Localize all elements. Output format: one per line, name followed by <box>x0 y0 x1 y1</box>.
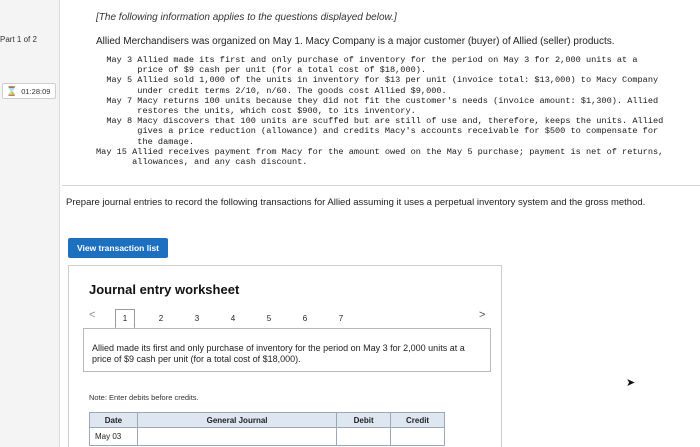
page-tab-5[interactable]: 5 <box>266 313 272 323</box>
page-tab-3[interactable]: 3 <box>194 313 200 323</box>
next-arrow-icon[interactable]: > <box>479 309 486 321</box>
timer <box>2 83 56 99</box>
journal-worksheet <box>68 265 502 447</box>
entry-note: Note: Enter debits before credits. <box>89 393 199 402</box>
page-tab-4[interactable]: 4 <box>230 313 236 323</box>
transaction-text: Macy discovers that 100 units are scuffed but are still of use and, therefore, keeps the units. Allied gives a price reduction (allowance) and credits Macy's accounts receivable for $500 to compensate for the damage. <box>137 116 664 147</box>
transaction-text: Allied receives payment from Macy for the amount owed on the May 5 purchase; payment is net of returns, allowances, and any cash discount. <box>132 146 664 168</box>
page-tab-7[interactable]: 7 <box>338 313 344 323</box>
instructions: Prepare journal entries to record the following transactions for Allied assuming it uses a perpetual inventory system and the gross method. <box>66 197 646 208</box>
column-header-date: Date <box>90 413 138 428</box>
page-tab-2[interactable]: 2 <box>158 313 164 323</box>
transaction-description-box <box>83 328 491 372</box>
transaction-text: Allied sold 1,000 of the units in inventory for $13 per unit (invoice total: $13,000) to Macy Company under credit terms 2/10, n/60. The goods cost Allied $9,000. <box>137 75 659 96</box>
transaction-date: May 5 <box>96 75 133 86</box>
part-label: Part 1 of 2 <box>0 35 37 44</box>
journal-header-row <box>90 413 445 428</box>
row-date: May 03 <box>90 428 138 446</box>
lead-text: Allied Merchandisers was organized on May 1. Macy Company is a major customer (buyer) of Allied (seller) products. <box>96 36 615 47</box>
transaction-item <box>96 116 666 147</box>
mouse-cursor-icon: ➤ <box>626 377 636 389</box>
section-divider <box>62 185 700 186</box>
intro-note: [The following information applies to the questions displayed below.] <box>96 12 397 23</box>
debit-cell[interactable] <box>337 428 391 446</box>
table-row <box>90 428 445 446</box>
transaction-date: May 7 <box>96 95 133 106</box>
account-cell[interactable] <box>137 428 336 446</box>
transaction-date: May 15 <box>96 146 127 157</box>
column-header-debit: Debit <box>337 413 391 428</box>
transaction-list <box>96 55 666 167</box>
view-transaction-list-button[interactable]: View transaction list <box>68 238 168 258</box>
transaction-item <box>96 75 666 95</box>
transaction-date: May 8 <box>96 116 133 127</box>
left-rail <box>0 0 60 447</box>
hourglass-icon: ⌛ <box>6 85 18 96</box>
column-header-general-journal: General Journal <box>137 413 336 428</box>
journal-table <box>89 412 445 446</box>
credit-cell[interactable] <box>391 428 445 446</box>
worksheet-pager <box>89 309 489 327</box>
column-header-credit: Credit <box>391 413 445 428</box>
page-tab-6[interactable]: 6 <box>302 313 308 323</box>
transaction-text: Allied made its first and only purchase of inventory for the period on May 3 for 2,000 units at a price of $9 cash per unit (for a total cost of $18,000). <box>137 55 638 76</box>
transaction-date: May 3 <box>96 55 133 65</box>
timer-value: 01:28:09 <box>21 86 51 96</box>
prev-arrow-icon[interactable]: < <box>89 309 96 321</box>
transaction-item <box>96 96 666 116</box>
transaction-description: Allied made its first and only purchase of inventory for the period on May 3 for 2,000 units at a price of $9 cash per unit (for a total cost of $18,000). <box>92 343 465 364</box>
transaction-item <box>96 147 666 167</box>
worksheet-title: Journal entry worksheet <box>89 282 240 297</box>
transaction-item <box>96 55 666 75</box>
transaction-text: Macy returns 100 units because they did not fit the customer's needs (invoice amount: $1,300). Allied restores the units, which cost $900, to its inventory. <box>137 95 659 117</box>
page-tab-1[interactable]: 1 <box>115 309 135 329</box>
